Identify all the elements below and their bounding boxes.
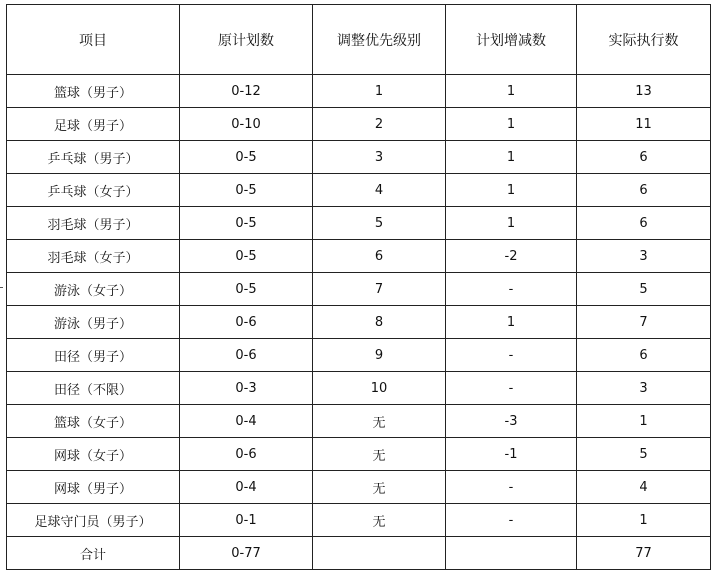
table-row: [7, 273, 711, 306]
cell-actual: 1: [577, 504, 711, 537]
cell-original-plan: 0-3: [180, 372, 313, 405]
cell-priority: 7: [313, 273, 446, 306]
cell-priority: 1: [313, 75, 446, 108]
cell-original-plan: 0-10: [180, 108, 313, 141]
cell-priority: 2: [313, 108, 446, 141]
cell-plan-change: -1: [446, 438, 577, 471]
cell-item: 足球守门员（男子）: [7, 504, 180, 537]
cell-original-plan: 0-5: [180, 207, 313, 240]
cell-priority: 4: [313, 174, 446, 207]
table-row: [7, 438, 711, 471]
cell-original-plan: 0-6: [180, 306, 313, 339]
cell-priority: 5: [313, 207, 446, 240]
table-header-row: [7, 5, 711, 75]
cell-original-plan: 0-5: [180, 141, 313, 174]
cell-item: 乒乓球（男子）: [7, 141, 180, 174]
sports-plan-table: [6, 4, 711, 570]
cell-item: 游泳（女子）: [7, 273, 180, 306]
cell-priority: 无: [313, 504, 446, 537]
cell-actual: 4: [577, 471, 711, 504]
cell-priority: 无: [313, 438, 446, 471]
cell-plan-change: 1: [446, 108, 577, 141]
cell-plan-change: 1: [446, 174, 577, 207]
cell-actual: 6: [577, 141, 711, 174]
cell-actual: 11: [577, 108, 711, 141]
table-row: [7, 504, 711, 537]
cell-plan-change: -: [446, 273, 577, 306]
cell-actual: 6: [577, 339, 711, 372]
cell-item: 田径（男子）: [7, 339, 180, 372]
table-row: [7, 174, 711, 207]
table-row: [7, 372, 711, 405]
table-row: [7, 339, 711, 372]
cell-original-plan: 0-5: [180, 240, 313, 273]
cell-actual: 3: [577, 372, 711, 405]
cell-priority: 6: [313, 240, 446, 273]
cell-item: 网球（女子）: [7, 438, 180, 471]
cell-original-plan: 0-5: [180, 273, 313, 306]
cell-plan-change: 1: [446, 141, 577, 174]
cell-actual: 6: [577, 174, 711, 207]
cell-plan-change: -: [446, 471, 577, 504]
table-row: [7, 471, 711, 504]
table-row: [7, 207, 711, 240]
cell-actual: 5: [577, 273, 711, 306]
table-row: [7, 405, 711, 438]
cell-original-plan: 0-5: [180, 174, 313, 207]
cell-actual: 1: [577, 405, 711, 438]
cell-original-plan: 0-77: [180, 537, 313, 570]
header-actual: 实际执行数: [577, 5, 711, 75]
total-row: [7, 537, 711, 570]
cell-actual: 5: [577, 438, 711, 471]
cell-priority: [313, 537, 446, 570]
table-row: [7, 75, 711, 108]
cell-item: 羽毛球（男子）: [7, 207, 180, 240]
left-edge-mark: [0, 287, 3, 288]
cell-plan-change: -3: [446, 405, 577, 438]
cell-actual: 77: [577, 537, 711, 570]
cell-plan-change: -2: [446, 240, 577, 273]
cell-original-plan: 0-4: [180, 405, 313, 438]
cell-item: 足球（男子）: [7, 108, 180, 141]
cell-priority: 9: [313, 339, 446, 372]
header-item: 项目: [7, 5, 180, 75]
table-row: [7, 141, 711, 174]
cell-original-plan: 0-6: [180, 438, 313, 471]
cell-priority: 无: [313, 471, 446, 504]
cell-actual: 6: [577, 207, 711, 240]
header-priority: 调整优先级别: [313, 5, 446, 75]
cell-plan-change: 1: [446, 306, 577, 339]
cell-item: 合计: [7, 537, 180, 570]
cell-original-plan: 0-4: [180, 471, 313, 504]
table-row: [7, 240, 711, 273]
cell-item: 田径（不限）: [7, 372, 180, 405]
cell-original-plan: 0-12: [180, 75, 313, 108]
cell-plan-change: 1: [446, 75, 577, 108]
cell-actual: 13: [577, 75, 711, 108]
cell-plan-change: 1: [446, 207, 577, 240]
cell-actual: 3: [577, 240, 711, 273]
cell-plan-change: -: [446, 339, 577, 372]
table-row: [7, 108, 711, 141]
header-plan-change: 计划增减数: [446, 5, 577, 75]
cell-plan-change: [446, 537, 577, 570]
cell-item: 游泳（男子）: [7, 306, 180, 339]
cell-item: 篮球（男子）: [7, 75, 180, 108]
cell-priority: 10: [313, 372, 446, 405]
cell-plan-change: -: [446, 372, 577, 405]
cell-item: 网球（男子）: [7, 471, 180, 504]
table-row: [7, 306, 711, 339]
cell-actual: 7: [577, 306, 711, 339]
cell-priority: 3: [313, 141, 446, 174]
cell-original-plan: 0-1: [180, 504, 313, 537]
cell-priority: 8: [313, 306, 446, 339]
cell-item: 篮球（女子）: [7, 405, 180, 438]
cell-plan-change: -: [446, 504, 577, 537]
cell-original-plan: 0-6: [180, 339, 313, 372]
cell-item: 羽毛球（女子）: [7, 240, 180, 273]
cell-item: 乒乓球（女子）: [7, 174, 180, 207]
header-original-plan: 原计划数: [180, 5, 313, 75]
cell-priority: 无: [313, 405, 446, 438]
